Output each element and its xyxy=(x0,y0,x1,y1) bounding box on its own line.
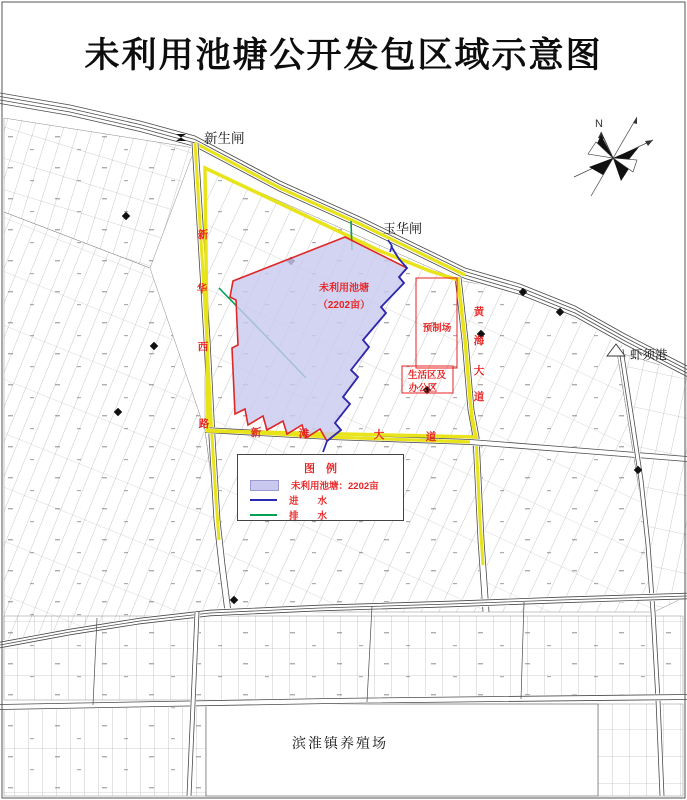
legend-item-outflow xyxy=(250,509,403,521)
legend-pond-label: 未利用池塘：2202亩 xyxy=(291,481,379,492)
svg-text:大: 大 xyxy=(373,429,385,441)
svg-text:道: 道 xyxy=(473,391,485,403)
precast-yard-label: 预制场 xyxy=(422,323,452,334)
yuhua-gate-label: 玉华闸 xyxy=(383,221,423,236)
pond-label-name: 未利用池塘 xyxy=(319,283,369,294)
svg-text:华: 华 xyxy=(196,283,208,295)
cadastral-zone-bottomright xyxy=(598,704,683,796)
compass-north-label: N xyxy=(595,118,603,130)
legend-item-pond xyxy=(250,479,403,491)
pond-swatch xyxy=(250,480,279,491)
outflow-line-swatch xyxy=(250,514,277,516)
svg-text:滩: 滩 xyxy=(298,428,310,440)
svg-text:新: 新 xyxy=(197,229,209,241)
svg-text:道: 道 xyxy=(425,431,437,443)
svg-text:西: 西 xyxy=(197,341,209,353)
svg-text:海: 海 xyxy=(473,335,485,347)
farm-label: 滨淮镇养殖场 xyxy=(292,735,388,751)
living-area-label-1: 生活区及 xyxy=(407,370,447,381)
svg-text:黄: 黄 xyxy=(473,306,485,318)
xinsheng-gate-label: 新生闸 xyxy=(204,131,245,146)
inflow-line-swatch xyxy=(250,499,277,501)
xiaxu-port-label: 虾须港 xyxy=(630,348,668,362)
living-area-label-2: 办公区 xyxy=(408,383,438,394)
farm-parcel xyxy=(206,704,598,796)
compass-rose xyxy=(574,117,653,196)
svg-text:新: 新 xyxy=(250,427,262,439)
legend-title: 图 例 xyxy=(304,463,337,475)
svg-text:大: 大 xyxy=(473,365,485,377)
legend-item-inflow xyxy=(250,494,403,506)
pond-label-area: （2202亩） xyxy=(317,300,371,311)
legend-outflow-label: 排 水 xyxy=(289,511,328,522)
legend-inflow-label: 进 水 xyxy=(289,496,328,507)
page-title: 未利用池塘公开发包区域示意图 xyxy=(84,36,603,75)
svg-text:路: 路 xyxy=(198,418,210,430)
legend-box xyxy=(237,454,404,521)
